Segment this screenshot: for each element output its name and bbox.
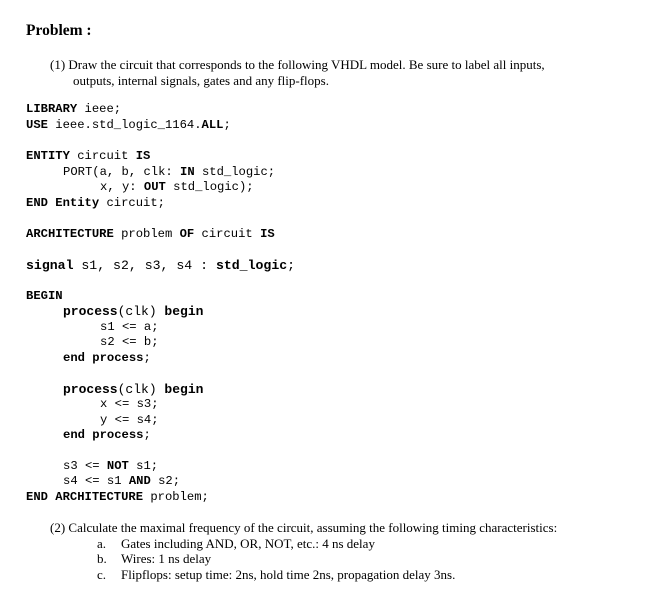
code-keyword: ALL bbox=[201, 118, 224, 132]
code-assign-s3-line bbox=[63, 459, 158, 474]
code-text: ieee; bbox=[77, 102, 122, 116]
code-outputs-line bbox=[100, 180, 254, 195]
code-keyword: LIBRARY bbox=[26, 102, 78, 116]
code-use-line bbox=[26, 118, 231, 133]
code-text: s4 <= s1 bbox=[63, 474, 129, 488]
code-text: s2; bbox=[150, 474, 181, 488]
timing-item-a bbox=[97, 536, 375, 551]
code-architecture-line bbox=[26, 227, 275, 242]
code-text: (clk) bbox=[117, 382, 165, 397]
code-keyword: process bbox=[63, 304, 118, 319]
code-text: s1, s2, s3, s4 : bbox=[73, 258, 216, 273]
timing-item-c bbox=[97, 567, 455, 582]
code-keyword: END bbox=[26, 196, 48, 210]
code-keyword: signal bbox=[26, 258, 74, 273]
question-2-number: (2) bbox=[50, 520, 66, 535]
code-text: ; bbox=[143, 351, 151, 365]
code-assign-s1-line: s1 <= a; bbox=[100, 320, 159, 334]
code-text: ; bbox=[287, 258, 296, 273]
code-keyword: AND bbox=[128, 474, 151, 488]
code-keyword: Entity bbox=[55, 196, 100, 210]
question-1-number: (1) bbox=[50, 57, 66, 72]
code-keyword: END ARCHITECTURE bbox=[26, 490, 144, 504]
code-keyword: begin bbox=[164, 382, 204, 397]
code-text: circuit bbox=[194, 227, 261, 241]
code-begin-line bbox=[26, 289, 63, 304]
code-process-2-line bbox=[63, 382, 203, 397]
code-assign-y-line: y <= s4; bbox=[100, 413, 159, 427]
code-end-process-2-line bbox=[63, 428, 151, 443]
code-entity-line bbox=[26, 149, 150, 164]
item-text: Gates including AND, OR, NOT, etc.: 4 ns delay bbox=[121, 536, 375, 551]
code-port-line bbox=[63, 165, 275, 180]
code-library-line bbox=[26, 102, 121, 117]
code-text: ; bbox=[143, 428, 151, 442]
code-keyword: end process bbox=[63, 428, 144, 442]
code-text: std_logic); bbox=[165, 180, 254, 194]
code-keyword: IS bbox=[135, 149, 151, 163]
code-text: x, y: bbox=[100, 180, 144, 194]
code-keyword: ENTITY bbox=[26, 149, 70, 163]
code-text: s3 <= bbox=[63, 459, 107, 473]
code-assign-s4-line bbox=[63, 474, 180, 489]
code-text: circuit; bbox=[99, 196, 165, 210]
code-end-process-1-line bbox=[63, 351, 151, 366]
code-keyword: begin bbox=[164, 304, 204, 319]
code-keyword: OF bbox=[179, 227, 195, 241]
code-text: ieee.std_logic_1164. bbox=[47, 118, 202, 132]
code-text: PORT(a, b, clk: bbox=[63, 165, 181, 179]
question-2-text: Calculate the maximal frequency of the circuit, assuming the following timing characteristics: bbox=[68, 520, 558, 535]
timing-item-b bbox=[97, 551, 211, 566]
question-1 bbox=[50, 57, 610, 89]
question-1-line-1: Draw the circuit that corresponds to the following VHDL model. Be sure to label all inputs, bbox=[68, 57, 545, 72]
code-text: ; bbox=[223, 118, 231, 132]
item-text: Wires: 1 ns delay bbox=[121, 551, 212, 566]
code-end-architecture-line bbox=[26, 490, 209, 505]
code-keyword: IN bbox=[180, 165, 195, 179]
code-text: problem; bbox=[143, 490, 209, 504]
code-text: s1; bbox=[128, 459, 159, 473]
item-text: Flipflops: setup time: 2ns, hold time 2ns, propagation delay 3ns. bbox=[121, 567, 456, 582]
code-text: problem bbox=[113, 227, 180, 241]
code-keyword: IS bbox=[260, 227, 275, 241]
item-label: c. bbox=[97, 567, 107, 582]
code-keyword: std_logic bbox=[215, 258, 288, 273]
code-keyword: USE bbox=[26, 118, 48, 132]
question-2 bbox=[50, 520, 630, 535]
code-text: (clk) bbox=[117, 304, 165, 319]
code-keyword: end process bbox=[63, 351, 144, 365]
code-keyword: OUT bbox=[143, 180, 166, 194]
problem-heading: Problem : bbox=[26, 22, 92, 39]
code-process-1-line bbox=[63, 304, 203, 319]
question-1-line-2: outputs, internal signals, gates and any flip-flops. bbox=[73, 73, 329, 88]
code-keyword: NOT bbox=[106, 459, 129, 473]
code-text: std_logic; bbox=[194, 165, 276, 179]
code-keyword: process bbox=[63, 382, 118, 397]
code-keyword: BEGIN bbox=[26, 289, 63, 303]
code-assign-s2-line: s2 <= b; bbox=[100, 335, 159, 349]
code-keyword: ARCHITECTURE bbox=[26, 227, 114, 241]
code-end-entity-line bbox=[26, 196, 165, 211]
item-label: b. bbox=[97, 551, 107, 566]
code-text: circuit bbox=[69, 149, 136, 163]
code-assign-x-line: x <= s3; bbox=[100, 397, 159, 411]
item-label: a. bbox=[97, 536, 107, 551]
code-signal-line bbox=[26, 258, 295, 273]
